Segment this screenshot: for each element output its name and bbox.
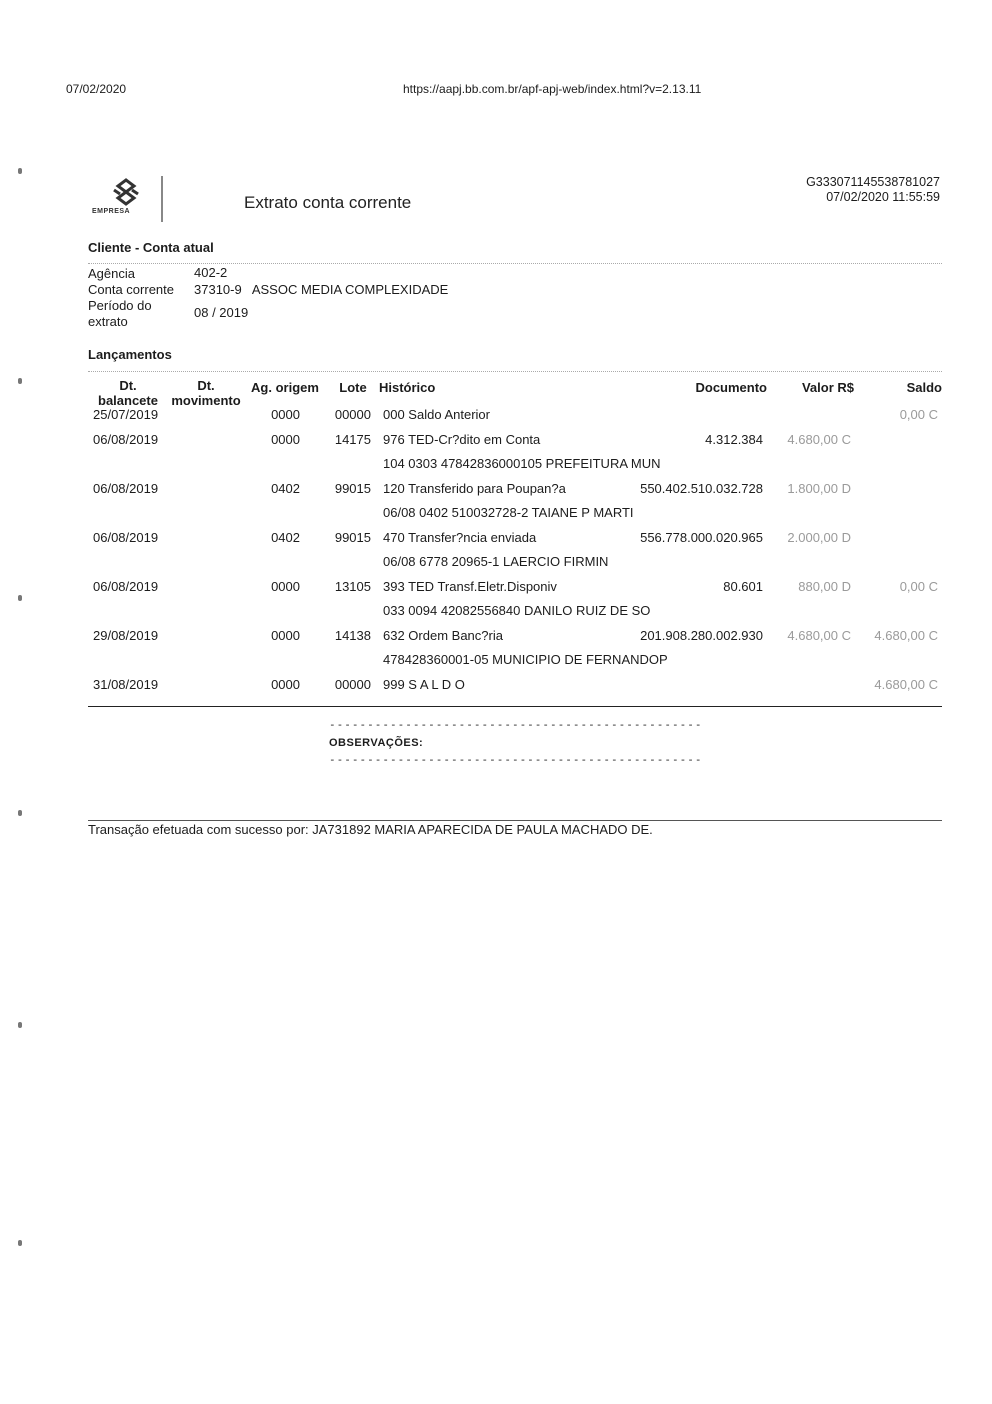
cell-documento: 4.312.384: [705, 432, 763, 447]
header-ag-origem: Ag. origem: [251, 380, 319, 395]
cell-historico-detail: 033 0094 42082556840 DANILO RUIZ DE SO: [383, 603, 651, 618]
footer-rule: [88, 820, 942, 821]
cell-dt-balancete: 06/08/2019: [93, 432, 159, 447]
cell-historico: 393 TED Transf.Eletr.Disponiv: [383, 579, 557, 594]
document-code: G333071145538781027: [806, 175, 940, 189]
cell-valor: 880,00 D: [798, 579, 851, 594]
cell-dt-balancete: 25/07/2019: [93, 407, 159, 422]
cell-saldo: 4.680,00 C: [874, 628, 938, 643]
header-saldo: Saldo: [906, 380, 942, 395]
print-url: https://aapj.bb.com.br/apf-apj-web/index.html?v=2.13.11: [403, 82, 702, 96]
lancamentos-section-title: Lançamentos: [88, 347, 172, 362]
periodo-label-line2: extrato: [88, 314, 128, 329]
scan-mark: [18, 810, 22, 816]
scan-mark: [18, 1022, 22, 1028]
cell-ag-origem: 0000: [271, 407, 300, 422]
header-documento: Documento: [695, 380, 767, 395]
agencia-value: 402-2: [194, 265, 228, 280]
observacoes-label: OBSERVAÇÕES:: [329, 737, 424, 749]
scan-mark: [18, 595, 22, 601]
cell-historico: 470 Transfer?ncia enviada: [383, 530, 537, 545]
table-bottom-rule: [88, 706, 942, 707]
scan-mark: [18, 1240, 22, 1246]
cell-dt-balancete: 06/08/2019: [93, 579, 159, 594]
periodo-label-line1: Período do: [88, 298, 152, 313]
cell-ag-origem: 0000: [271, 677, 300, 692]
cell-documento: 550.402.510.032.728: [640, 481, 763, 496]
cell-dt-balancete: 06/08/2019: [93, 481, 159, 496]
conta-value: 37310-9 ASSOC MEDIA COMPLEXIDADE: [194, 282, 449, 297]
cell-historico: 976 TED-Cr?dito em Conta: [383, 432, 541, 447]
cell-documento: 201.908.280.002.930: [640, 628, 763, 643]
cell-dt-balancete: 31/08/2019: [93, 677, 159, 692]
cell-historico: 120 Transferido para Poupan?a: [383, 481, 566, 496]
scan-mark: [18, 168, 22, 174]
logo-caption: EMPRESA: [92, 208, 131, 215]
cell-ag-origem: 0000: [271, 628, 300, 643]
header-lote: Lote: [339, 380, 367, 395]
cell-historico: 632 Ordem Banc?ria: [383, 628, 503, 643]
cell-lote: 14175: [334, 432, 371, 447]
cell-lote: 99015: [334, 481, 371, 496]
document-datetime: 07/02/2020 11:55:59: [826, 190, 940, 204]
footer-transaction-text: Transação efetuada com sucesso por: JA731892 MARIA APARECIDA DE PAULA MACHADO DE.: [88, 822, 653, 837]
cell-historico-detail: 478428360001-05 MUNICIPIO DE FERNANDOP: [383, 652, 668, 667]
cell-ag-origem: 0000: [271, 432, 300, 447]
cell-dt-balancete: 29/08/2019: [93, 628, 159, 643]
cell-lote: 00000: [334, 677, 371, 692]
cell-historico-detail: 104 0303 47842836000105 PREFEITURA MUN: [383, 456, 661, 471]
header-dt-balancete: Dt. balancete: [98, 378, 158, 408]
cell-lote: 14138: [334, 628, 371, 643]
cell-valor: 4.680,00 C: [787, 628, 851, 643]
divider: [88, 371, 942, 372]
conta-label: Conta corrente: [88, 282, 174, 297]
observacoes-dashes-top: -------------------------------------------------: [329, 718, 703, 731]
cell-valor: 1.800,00 D: [787, 481, 851, 496]
cell-lote: 13105: [334, 579, 371, 594]
header-historico: Histórico: [379, 380, 436, 395]
divider: [88, 263, 942, 264]
periodo-value: 08 / 2019: [194, 305, 249, 320]
cell-historico-detail: 06/08 0402 510032728-2 TAIANE P MARTI: [383, 505, 634, 520]
cell-historico-detail: 06/08 6778 20965-1 LAERCIO FIRMIN: [383, 554, 609, 569]
observacoes-dashes-bottom: -------------------------------------------------: [329, 753, 703, 766]
cell-historico: 999 S A L D O: [383, 677, 465, 692]
header-dt-movimento: Dt. movimento: [171, 378, 241, 408]
cell-documento: 556.778.000.020.965: [640, 530, 763, 545]
cell-ag-origem: 0402: [271, 530, 300, 545]
cell-saldo: 0,00 C: [899, 407, 938, 422]
cell-historico: 000 Saldo Anterior: [383, 407, 490, 422]
cell-saldo: 4.680,00 C: [874, 677, 938, 692]
cell-lote: 99015: [334, 530, 371, 545]
cell-dt-balancete: 06/08/2019: [93, 530, 159, 545]
cell-documento: 80.601: [723, 579, 763, 594]
agencia-label: Agência: [88, 266, 135, 281]
scan-mark: [18, 378, 22, 384]
document-title: Extrato conta corrente: [244, 193, 412, 212]
banco-do-brasil-logo-icon: [106, 178, 146, 208]
cell-valor: 2.000,00 D: [787, 530, 851, 545]
cell-ag-origem: 0402: [271, 481, 300, 496]
client-section-title: Cliente - Conta atual: [88, 240, 214, 255]
cell-saldo: 0,00 C: [899, 579, 938, 594]
cell-ag-origem: 0000: [271, 579, 300, 594]
cell-lote: 00000: [334, 407, 371, 422]
cell-valor: 4.680,00 C: [787, 432, 851, 447]
header-valor: Valor R$: [801, 380, 854, 395]
bank-logo: [88, 176, 163, 222]
print-date: 07/02/2020: [66, 82, 127, 96]
